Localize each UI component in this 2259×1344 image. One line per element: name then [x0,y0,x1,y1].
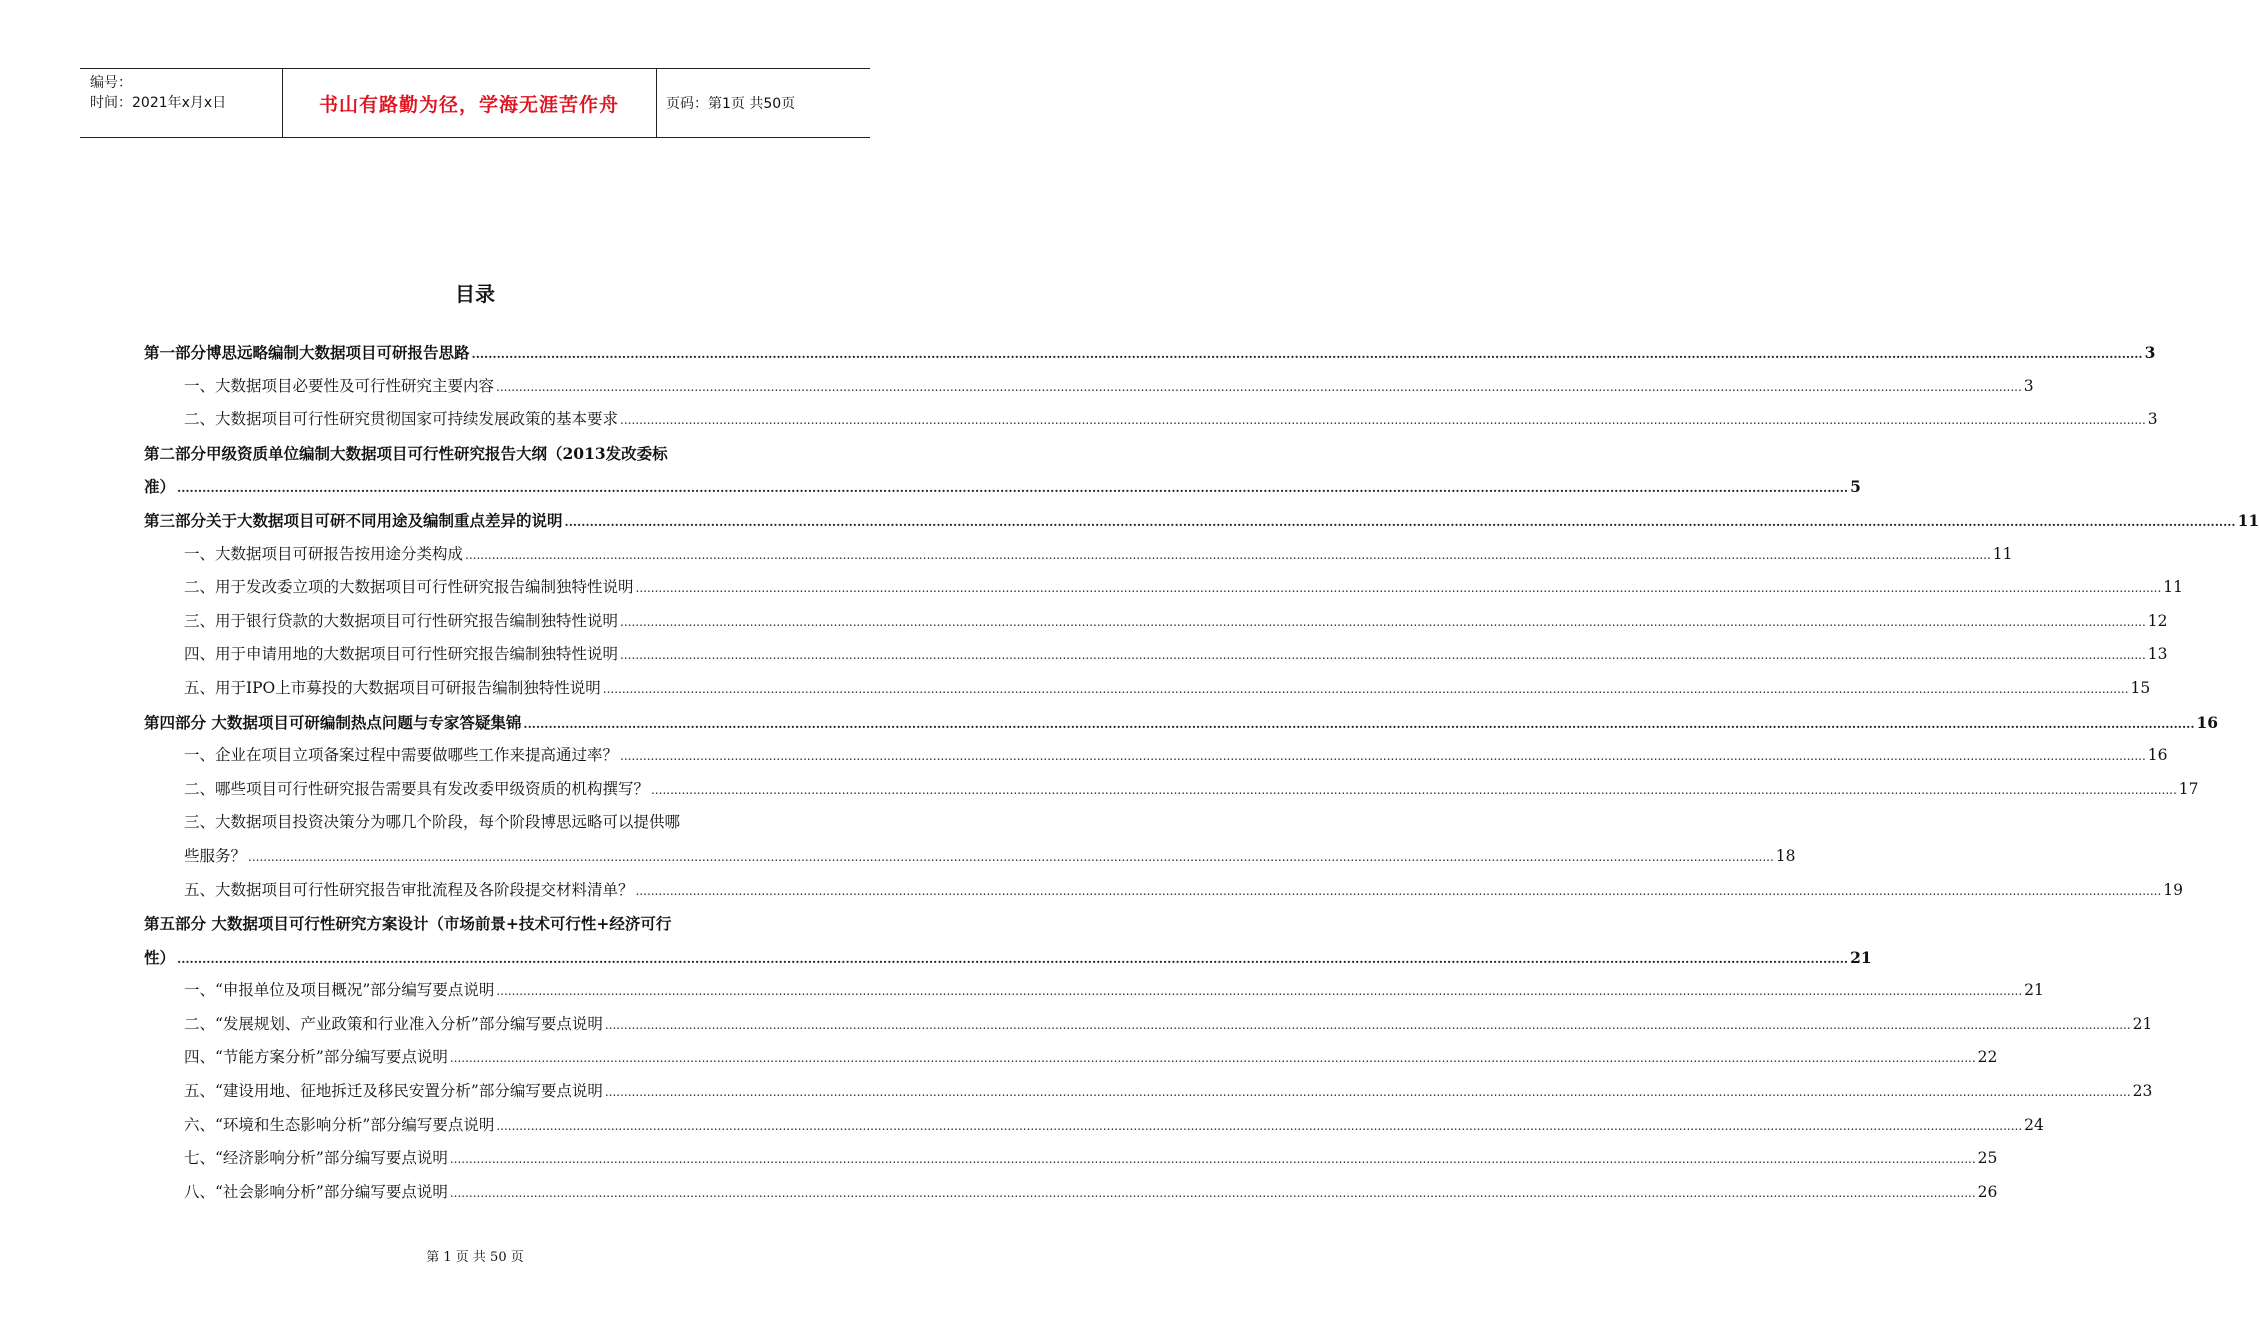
toc-entry-text: 一、企业在项目立项备案过程中需要做哪些工作来提高通过率？ [184,746,619,765]
toc-page-number: 21 [2024,981,2044,1000]
code-label: 编号： [90,75,132,91]
table-of-contents [144,336,2259,1209]
toc-leader-dots: ................................................................................................................................................................................................................................................................................................................................................................................................................ [635,581,2162,596]
toc-entry-text: 五、“建设用地、征地拆迁及移民安置分析”部分编写要点说明 [184,1082,603,1101]
toc-leader-dots: ................................................................................................................................................................................................................................................................................................................................................................................................................ [177,481,1849,496]
toc-leader-dots: ................................................................................................................................................................................................................................................................................................................................................................................................................ [602,681,2129,696]
toc-leader-dots: ................................................................................................................................................................................................................................................................................................................................................................................................................ [248,849,1774,864]
toc-line [184,974,2044,1009]
toc-entry-text: 第一部分博思远略编制大数据项目可研报告思路 [144,343,470,362]
toc-page-number: 5 [1850,477,1861,497]
toc-line [184,874,2184,909]
toc-line [184,538,2013,573]
toc-entry-text: 七、“经济影响分析”部分编写要点说明 [184,1149,448,1168]
toc-page-number: 3 [2144,343,2156,362]
toc-entry[interactable] [144,974,2044,1008]
toc-page-number: 22 [1977,1048,1998,1067]
toc-line [184,1109,2044,1144]
toc-line [184,1142,1998,1177]
toc-page-number: 19 [2163,880,2184,899]
toc-leader-dots: ................................................................................................................................................................................................................................................................................................................................................................................................................ [620,614,2146,629]
toc-entry[interactable] [144,706,2219,740]
toc-leader-dots: ................................................................................................................................................................................................................................................................................................................................................................................................................ [635,883,2162,898]
toc-entry-text: 一、大数据项目必要性及可行性研究主要内容 [184,376,495,395]
toc-title: 目录 [455,282,495,306]
toc-entry[interactable] [144,538,2013,572]
toc-line [184,1075,2153,1110]
toc-line [184,840,1796,875]
toc-entry-text: 八、“社会影响分析”部分编写要点说明 [184,1182,448,1201]
toc-page-number: 3 [2023,376,2034,395]
toc-entry-text: 一、“申报单位及项目概况”部分编写要点说明 [184,981,495,1000]
toc-leader-dots: ................................................................................................................................................................................................................................................................................................................................................................................................................ [604,1017,2131,1032]
toc-page-number: 16 [2196,712,2219,732]
toc-entry[interactable] [144,1008,2153,1042]
toc-entry[interactable] [144,1075,2153,1109]
toc-entry-text: 五、用于IPO上市募投的大数据项目可研报告编制独特性说明 [184,678,601,697]
toc-entry[interactable] [144,403,2158,437]
toc-entry[interactable] [144,571,2184,605]
toc-entry-text: 二、大数据项目可行性研究贯彻国家可持续发展政策的基本要求 [184,410,619,429]
toc-leader-dots: ................................................................................................................................................................................................................................................................................................................................................................................................................ [465,547,1991,562]
toc-line [184,672,2151,707]
toc-entry-text: 第四部分 大数据项目可研编制热点问题与专家答疑集锦 [144,712,522,732]
toc-entry[interactable] [144,1041,1998,1075]
toc-entry[interactable] [144,638,2168,672]
header-motto: 书山有路勤为径，学海无涯苦作舟 [318,93,619,116]
toc-page-number: 13 [2147,645,2168,664]
header-divider [656,69,657,137]
header-page-info: 页码：第1页 共50页 [666,96,796,112]
toc-page-number: 23 [2132,1082,2153,1101]
toc-entry-text: 六、“环境和生态影响分析”部分编写要点说明 [184,1115,495,1134]
toc-leader-dots: ................................................................................................................................................................................................................................................................................................................................................................................................................ [177,951,1849,966]
toc-leader-dots: ................................................................................................................................................................................................................................................................................................................................................................................................................ [496,984,2023,999]
toc-line [184,370,2034,405]
toc-leader-dots: ................................................................................................................................................................................................................................................................................................................................................................................................................ [604,1085,2131,1100]
toc-entry[interactable] [144,336,2156,370]
toc-entry-text-cont: 准） [144,477,176,497]
toc-leader-dots: ................................................................................................................................................................................................................................................................................................................................................................................................................ [523,716,2195,731]
toc-entry[interactable] [144,1109,2044,1143]
toc-entry[interactable] [144,437,806,471]
toc-leader-dots: ................................................................................................................................................................................................................................................................................................................................................................................................................ [620,413,2146,428]
toc-leader-dots: ................................................................................................................................................................................................................................................................................................................................................................................................................ [449,1051,1976,1066]
toc-line [144,941,1872,977]
toc-entry-text: 第三部分关于大数据项目可研不同用途及编制重点差异的说明 [144,510,563,530]
toc-page-number: 12 [2147,611,2168,630]
toc-entry-text: 第二部分甲级资质单位编制大数据项目可行性研究报告大纲（2013发改委标 [144,443,668,463]
toc-entry-text: 四、用于申请用地的大数据项目可行性研究报告编制独特性说明 [184,645,619,664]
header-meta [90,73,226,113]
toc-line [144,706,2219,742]
toc-page-number: 11 [2163,578,2184,597]
toc-entry[interactable] [144,504,2259,538]
toc-page-number: 3 [2147,410,2158,429]
toc-line [184,1041,1998,1076]
toc-page-number: 21 [2132,1014,2153,1033]
header-divider [282,69,283,137]
toc-line [144,336,2156,372]
toc-page-number: 24 [2024,1115,2044,1134]
toc-leader-dots: ................................................................................................................................................................................................................................................................................................................................................................................................................ [651,782,2177,797]
toc-entry[interactable] [144,739,2168,773]
toc-entry-text: 第五部分 大数据项目可行性研究方案设计（市场前景+技术可行性+经济可行 [144,914,672,934]
toc-entry-continued [144,840,1796,874]
toc-entry-text: 四、“节能方案分析”部分编写要点说明 [184,1048,448,1067]
toc-entry-text: 二、哪些项目可行性研究报告需要具有发改委甲级资质的机构撰写？ [184,779,650,798]
page-header [80,68,870,138]
toc-leader-dots: ................................................................................................................................................................................................................................................................................................................................................................................................................ [449,1185,1976,1200]
toc-page-number: 21 [1850,947,1872,967]
toc-entry-text: 二、用于发改委立项的大数据项目可行性研究报告编制独特性说明 [184,578,634,597]
toc-leader-dots: ................................................................................................................................................................................................................................................................................................................................................................................................................ [620,749,2146,764]
toc-entry-text: 三、用于银行贷款的大数据项目可行性研究报告编制独特性说明 [184,611,619,630]
toc-entry[interactable] [144,1142,1998,1176]
toc-line [184,571,2184,606]
toc-leader-dots: ................................................................................................................................................................................................................................................................................................................................................................................................................ [471,347,2143,361]
toc-leader-dots: ................................................................................................................................................................................................................................................................................................................................................................................................................ [620,648,2146,663]
toc-entry-continued [144,941,1872,975]
toc-line [144,470,1861,506]
toc-page-number: 25 [1977,1149,1998,1168]
toc-page-number: 11 [1992,544,2013,563]
toc-entry[interactable] [144,1176,1998,1210]
toc-entry[interactable] [144,874,2184,908]
toc-entry[interactable] [144,605,2168,639]
toc-page-number: 18 [1775,846,1796,865]
toc-page-number: 16 [2147,746,2168,765]
toc-entry[interactable] [144,672,2151,706]
toc-page-number: 15 [2130,678,2151,697]
toc-line [184,773,2199,808]
toc-entry[interactable] [144,370,2034,404]
toc-entry-text-cont: 些服务？ [184,846,247,865]
toc-entry-text: 二、“发展规划、产业政策和行业准入分析”部分编写要点说明 [184,1014,603,1033]
toc-line [184,1008,2153,1043]
toc-line [184,605,2168,640]
toc-entry[interactable] [144,907,806,941]
toc-page-number: 26 [1977,1182,1998,1201]
toc-leader-dots: ................................................................................................................................................................................................................................................................................................................................................................................................................ [449,1152,1976,1167]
toc-entry-text: 一、大数据项目可研报告按用途分类构成 [184,544,464,563]
toc-page-number: 17 [2178,779,2199,798]
time-label: 时间：2021年x月x日 [90,95,227,111]
toc-line [184,638,2168,673]
toc-entry-text: 五、大数据项目可行性研究报告审批流程及各阶段提交材料清单？ [184,880,634,899]
toc-leader-dots: ................................................................................................................................................................................................................................................................................................................................................................................................................ [564,514,2236,529]
toc-page-number: 11 [2237,510,2259,530]
toc-entry[interactable] [144,773,2199,807]
toc-line [184,403,2158,438]
toc-line [184,739,2168,774]
toc-leader-dots: ................................................................................................................................................................................................................................................................................................................................................................................................................ [496,1118,2023,1133]
toc-line [144,504,2259,540]
toc-line [184,1176,1998,1211]
toc-entry-continued [144,470,1861,504]
toc-entry-text: 三、大数据项目投资决策分为哪几个阶段，每个阶段博思远略可以提供哪 [184,813,681,832]
toc-entry-text-cont: 性） [144,947,176,967]
toc-leader-dots: ................................................................................................................................................................................................................................................................................................................................................................................................................ [496,379,2022,394]
toc-entry[interactable] [144,806,806,840]
page-footer: 第 1 页 共 50 页 [426,1250,524,1265]
